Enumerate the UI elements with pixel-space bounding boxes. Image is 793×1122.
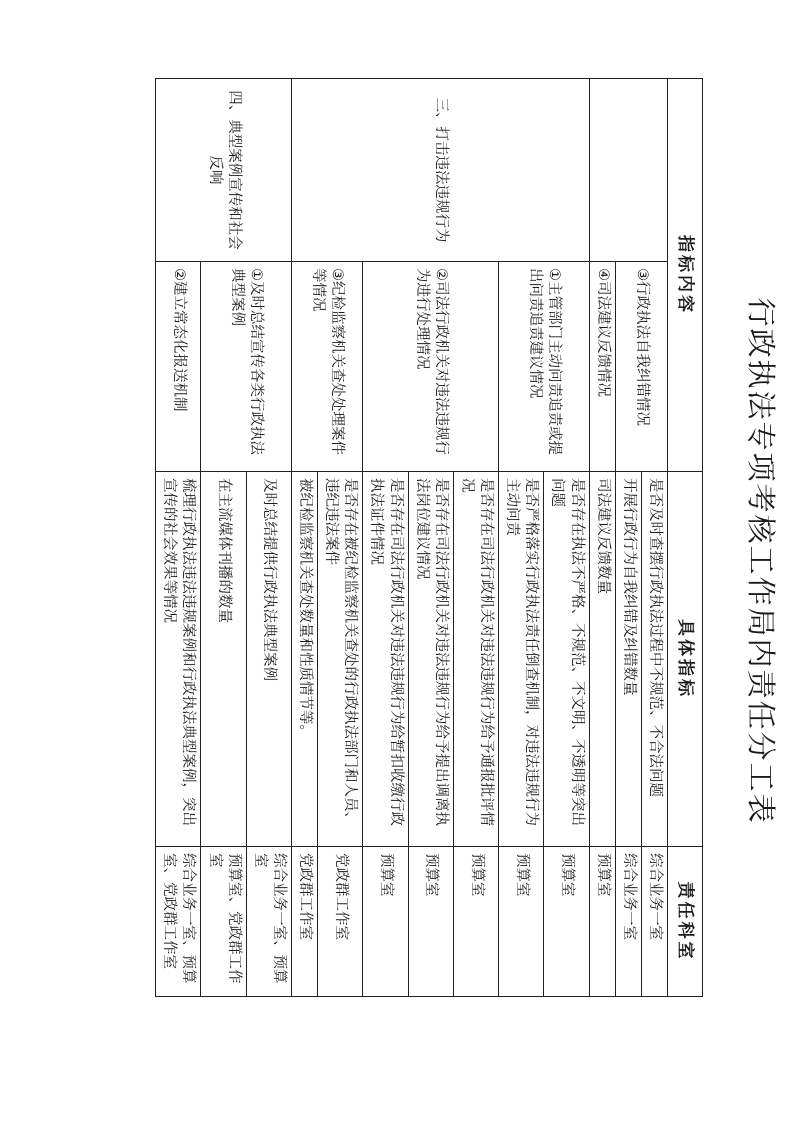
specific-cell: 开展行政行为自我纠错及纠错数量: [615, 472, 641, 847]
specific-cell: 是否严格落实行政执法责任倒查机制，对违法违规行为主动问责: [499, 472, 544, 847]
specific-cell: 及时总结提供行政执法典型案例: [246, 472, 291, 847]
table-row: [544, 79, 589, 997]
header-indicator-content: 指标内容: [668, 79, 703, 472]
responsible-cell: 预算室: [544, 847, 589, 997]
responsible-cell: 预算室: [499, 847, 544, 997]
header-row: [668, 79, 703, 997]
responsible-cell: 预算室、党政群工作室: [201, 847, 246, 997]
responsible-cell: 党政群工作室: [318, 847, 363, 997]
specific-cell: 是否存在司法行政机关对违法违规行为给予提出调离执法岗位建议情况: [408, 472, 453, 847]
indicator-cell: ④司法建议反馈情况: [589, 262, 615, 472]
specific-cell: 被纪检监察机关查处数量和性质情节等。: [292, 472, 318, 847]
responsible-cell: 党政群工作室: [292, 847, 318, 997]
specific-cell: 司法建议反馈数量: [589, 472, 615, 847]
specific-cell: 是否存在执法不严格、不规范、不文明、不透明等突出问题: [544, 472, 589, 847]
header-responsible-office: 责任科室: [668, 847, 703, 997]
responsible-cell: 预算室: [408, 847, 453, 997]
table-row: [641, 79, 667, 997]
indicator-cell: ①主管部门主动问责追责或提出问责追责建议情况: [499, 262, 590, 472]
responsible-cell: 综合业务一室、预算室、党政群工作室: [156, 847, 201, 997]
indicator-cell: ③行政执法自我纠错情况: [615, 262, 667, 472]
responsible-cell: 预算室: [363, 847, 408, 997]
header-specific-indicator: 具体指标: [668, 472, 703, 847]
specific-cell: 是否存在被纪检监察机关查处的行政执法部门和人员、违纪违法案件: [318, 472, 363, 847]
table-row: [246, 79, 291, 997]
responsible-cell: 综合业务一室: [641, 847, 667, 997]
category-cell: [589, 79, 667, 262]
responsible-cell: 综合业务一室、预算室: [246, 847, 291, 997]
indicator-cell: ②建立常态化报送机制: [156, 262, 201, 472]
specific-cell: 是否存在司法行政机关对违法违规行为给暂扣收缴行政执法证件情况: [363, 472, 408, 847]
category-cell: 三、打击违法违规行为: [292, 79, 590, 262]
indicator-cell: ①及时总结宣传各类行政执法典型案例: [201, 262, 292, 472]
category-cell: 四、典型案例宣传和社会反响: [156, 79, 292, 262]
specific-cell: 是否存在司法行政机关对违法违规行为给予通报批评情况: [453, 472, 498, 847]
specific-cell: 是否及时查摆行政执法过程中不规范、不合法问题: [641, 472, 667, 847]
responsible-cell: 综合业务一室: [615, 847, 641, 997]
specific-cell: 在主流媒体刊播的数量: [201, 472, 246, 847]
specific-cell: 梳理行政执法违法违规案例和行政执法典型案例，突出宣传的社会效果等情况: [156, 472, 201, 847]
responsible-cell: 预算室: [453, 847, 498, 997]
document-title: 行政执法专项考核工作局内责任分工表: [744, 297, 778, 825]
responsible-cell: 预算室: [589, 847, 615, 997]
indicator-cell: ③纪检监察机关查处处理案件等情况: [292, 262, 363, 472]
responsibility-table: [155, 78, 703, 997]
indicator-cell: ②司法行政机关对违法违规行为进行处理情况: [363, 262, 499, 472]
